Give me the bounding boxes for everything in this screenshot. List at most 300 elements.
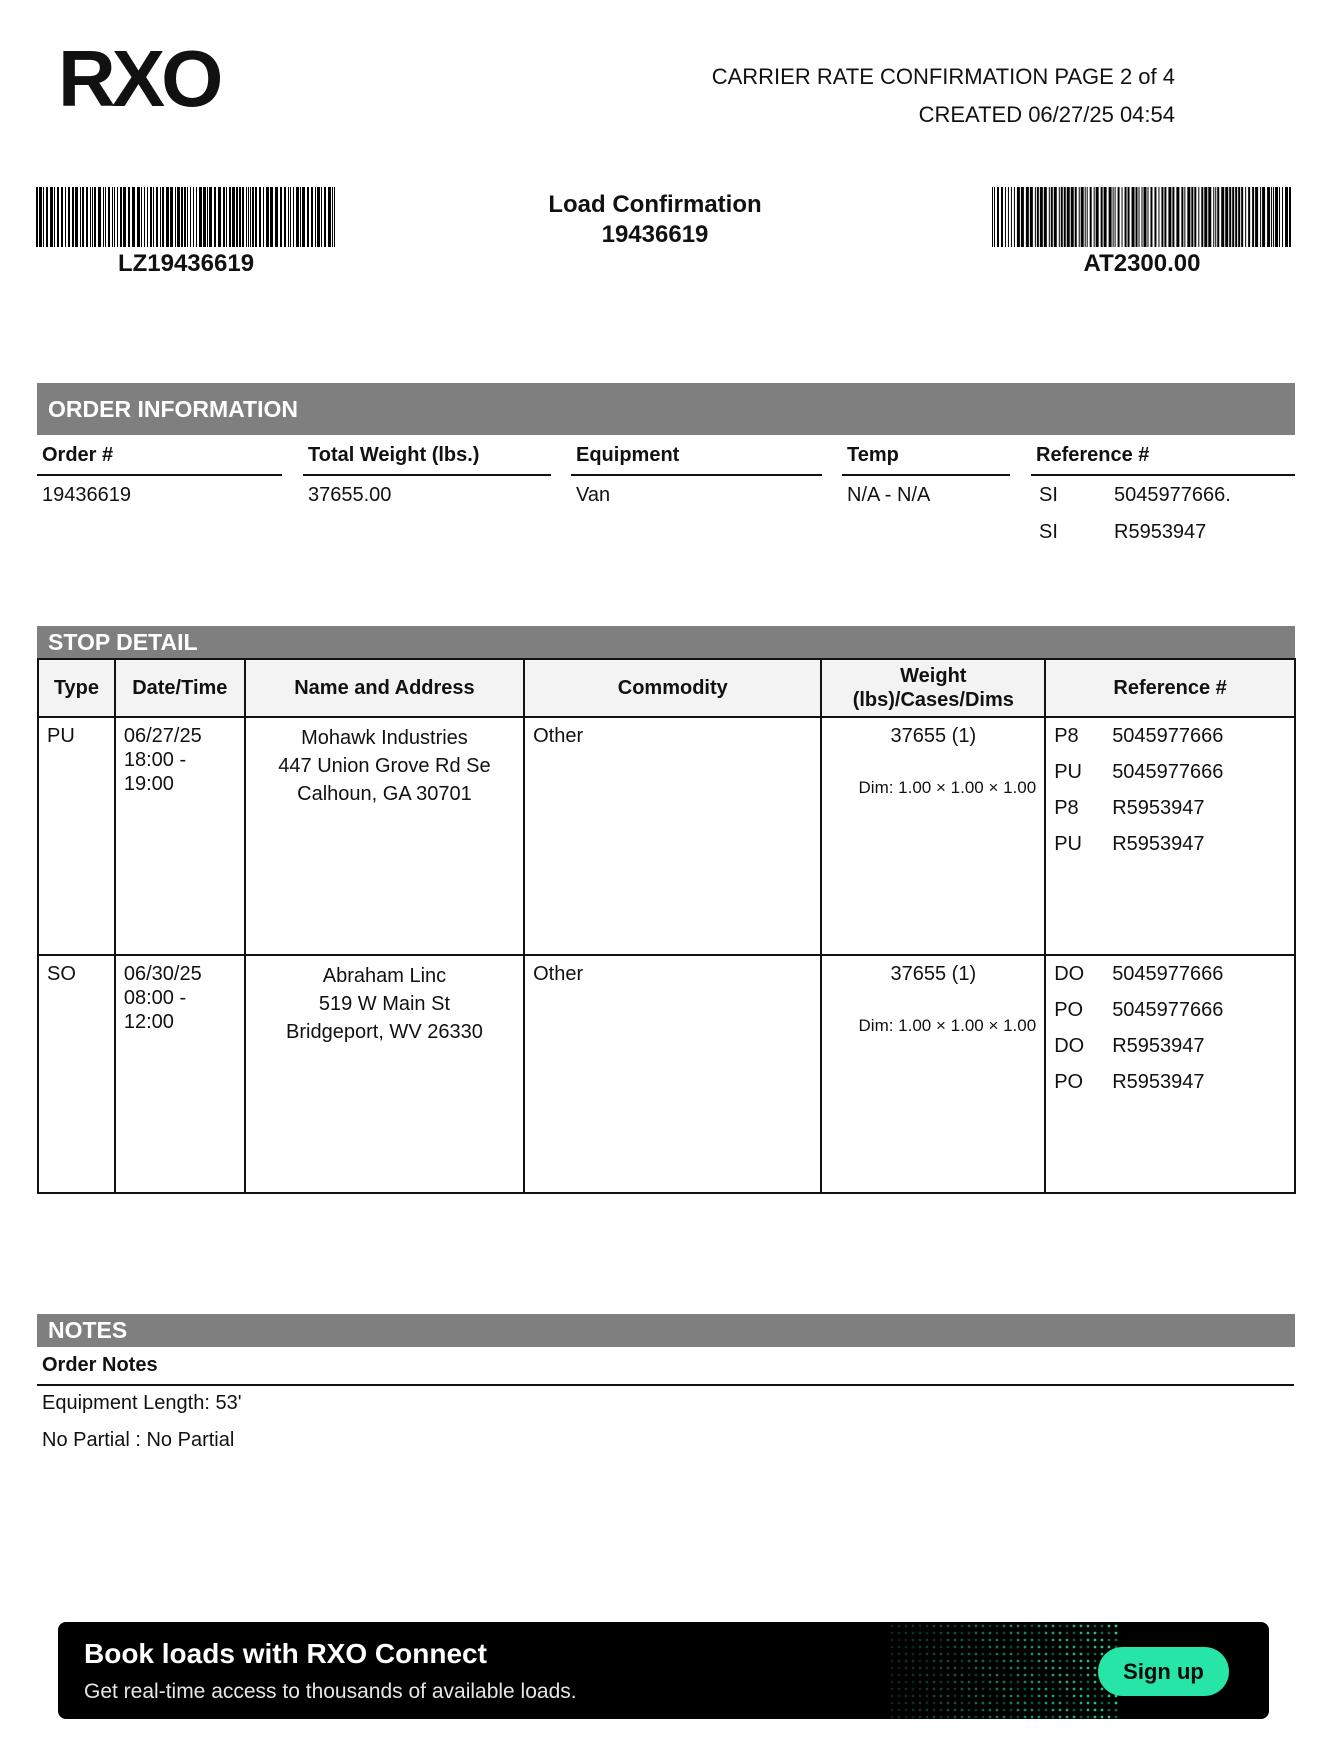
barcode-bar bbox=[1008, 187, 1009, 247]
banner-dot bbox=[947, 1695, 950, 1698]
banner-dot bbox=[912, 1716, 915, 1719]
banner-dot bbox=[1003, 1625, 1006, 1628]
banner-dot bbox=[905, 1702, 908, 1705]
banner-dot bbox=[1038, 1625, 1041, 1628]
banner-dot bbox=[905, 1716, 908, 1719]
banner-dot bbox=[1024, 1674, 1027, 1677]
banner-dot bbox=[933, 1716, 936, 1719]
stop-commodity: Other bbox=[524, 955, 821, 1193]
banner-dot bbox=[1045, 1716, 1048, 1719]
banner-dot bbox=[926, 1646, 929, 1649]
barcode-bar bbox=[226, 187, 227, 247]
banner-dot bbox=[933, 1688, 936, 1691]
banner-dot bbox=[982, 1625, 985, 1628]
barcode-bar bbox=[65, 187, 66, 247]
banner-dot bbox=[1010, 1681, 1013, 1684]
banner-dot bbox=[919, 1695, 922, 1698]
banner-dot bbox=[891, 1709, 894, 1712]
banner-dot bbox=[961, 1681, 964, 1684]
banner-dot bbox=[1017, 1681, 1020, 1684]
banner-dot bbox=[1108, 1716, 1111, 1719]
banner-dot bbox=[1031, 1674, 1034, 1677]
reference-row bbox=[1054, 718, 1286, 754]
banner-dot bbox=[1059, 1681, 1062, 1684]
barcode-bar bbox=[108, 187, 110, 247]
banner-dot bbox=[975, 1688, 978, 1691]
banner-dot bbox=[1052, 1667, 1055, 1670]
banner-dot bbox=[1010, 1632, 1013, 1635]
banner-dot bbox=[961, 1639, 964, 1642]
banner-dot bbox=[1031, 1681, 1034, 1684]
barcode-bar bbox=[1094, 187, 1095, 247]
ref-value: R5953947 bbox=[1112, 1035, 1205, 1057]
banner-dot bbox=[954, 1681, 957, 1684]
barcode-bar bbox=[1044, 187, 1047, 247]
banner-dot bbox=[1108, 1702, 1111, 1705]
banner-dot bbox=[1087, 1709, 1090, 1712]
banner-dot bbox=[1003, 1674, 1006, 1677]
barcode-bar bbox=[1113, 187, 1114, 247]
barcode-bar bbox=[1262, 187, 1265, 247]
barcode-bar bbox=[332, 187, 333, 247]
banner-dot bbox=[905, 1695, 908, 1698]
banner-dot bbox=[933, 1667, 936, 1670]
banner-dot bbox=[968, 1716, 971, 1719]
banner-dot bbox=[1094, 1660, 1097, 1663]
banner-dot bbox=[898, 1681, 901, 1684]
banner-dot bbox=[968, 1702, 971, 1705]
banner-dot bbox=[919, 1709, 922, 1712]
banner-dot bbox=[1080, 1688, 1083, 1691]
barcode-bar bbox=[1037, 187, 1039, 247]
banner-dot bbox=[1017, 1674, 1020, 1677]
stop-time-end: 12:00 bbox=[123, 1011, 174, 1033]
banner-dot bbox=[1094, 1674, 1097, 1677]
banner-dot bbox=[1087, 1681, 1090, 1684]
banner-dot bbox=[1038, 1632, 1041, 1635]
banner-dot bbox=[982, 1646, 985, 1649]
barcode-bar bbox=[1289, 187, 1291, 247]
banner-dot bbox=[989, 1716, 992, 1719]
barcode-bar bbox=[1026, 187, 1029, 247]
barcode-bar bbox=[196, 187, 197, 247]
barcode-bar bbox=[187, 187, 188, 247]
barcode-bar bbox=[86, 187, 88, 247]
banner-dot bbox=[1038, 1674, 1041, 1677]
barcode-bar bbox=[1172, 187, 1174, 247]
banner-dot bbox=[996, 1660, 999, 1663]
banner-dot bbox=[1031, 1716, 1034, 1719]
note-line: No Partial : No Partial bbox=[42, 1429, 235, 1451]
banner-dot bbox=[1073, 1702, 1076, 1705]
order-ref-qualifier: SI bbox=[1039, 521, 1058, 543]
barcode-left bbox=[36, 187, 336, 247]
barcode-bar bbox=[132, 187, 135, 247]
barcode-bar bbox=[1118, 187, 1120, 247]
banner-dot bbox=[989, 1625, 992, 1628]
banner-dot bbox=[1031, 1667, 1034, 1670]
banner-dot bbox=[1059, 1653, 1062, 1656]
banner-dot bbox=[968, 1667, 971, 1670]
banner-dot bbox=[982, 1716, 985, 1719]
banner-dot bbox=[989, 1653, 992, 1656]
banner-dot bbox=[905, 1667, 908, 1670]
banner-dot bbox=[1066, 1653, 1069, 1656]
barcode-right bbox=[992, 187, 1291, 247]
banner-dot bbox=[954, 1632, 957, 1635]
banner-dot bbox=[961, 1709, 964, 1712]
barcode-bar bbox=[1147, 187, 1148, 247]
banner-dot bbox=[1003, 1702, 1006, 1705]
barcode-bar bbox=[1238, 187, 1240, 247]
banner-dot bbox=[1101, 1709, 1104, 1712]
banner-dot bbox=[1066, 1632, 1069, 1635]
banner-dot bbox=[982, 1674, 985, 1677]
banner-dot bbox=[926, 1688, 929, 1691]
banner-dot bbox=[1073, 1653, 1076, 1656]
banner-dot bbox=[947, 1688, 950, 1691]
barcode-bar bbox=[193, 187, 194, 247]
table-row bbox=[38, 955, 1295, 1193]
banner-dot bbox=[996, 1702, 999, 1705]
banner-dot bbox=[982, 1653, 985, 1656]
banner-dot bbox=[1052, 1660, 1055, 1663]
barcode-bar bbox=[1011, 187, 1012, 247]
banner-dot bbox=[968, 1632, 971, 1635]
barcode-bar bbox=[1150, 187, 1152, 247]
banner-dot bbox=[1010, 1702, 1013, 1705]
barcode-bar bbox=[1017, 187, 1020, 247]
banner-dot bbox=[1024, 1709, 1027, 1712]
banner-dot bbox=[1101, 1702, 1104, 1705]
barcode-bar bbox=[1184, 187, 1185, 247]
banner-dot bbox=[1115, 1716, 1118, 1719]
banner-dot bbox=[954, 1639, 957, 1642]
barcode-bar bbox=[209, 187, 212, 247]
barcode-bar bbox=[1248, 187, 1250, 247]
stop-date: 06/27/25 bbox=[123, 725, 202, 747]
banner-dot bbox=[968, 1646, 971, 1649]
col-weight-line2: (lbs)/Cases/Dims bbox=[852, 689, 1014, 711]
banner-dot bbox=[912, 1639, 915, 1642]
stop-references bbox=[1045, 955, 1295, 1193]
barcode-bar bbox=[218, 187, 221, 247]
banner-dot bbox=[919, 1667, 922, 1670]
banner-dot bbox=[1052, 1653, 1055, 1656]
barcode-bar bbox=[1191, 187, 1193, 247]
barcode-bar bbox=[1142, 187, 1143, 247]
banner-dot bbox=[1059, 1688, 1062, 1691]
banner-dot bbox=[975, 1646, 978, 1649]
barcode-bar bbox=[242, 187, 244, 247]
banner-dot bbox=[975, 1632, 978, 1635]
banner-dot bbox=[1087, 1660, 1090, 1663]
stop-weight-value: 37655 (1) bbox=[890, 725, 977, 747]
barcode-bar bbox=[1132, 187, 1135, 247]
banner-dot bbox=[1087, 1702, 1090, 1705]
barcode-bar bbox=[236, 187, 238, 247]
ref-qualifier: PO bbox=[1054, 1071, 1084, 1093]
banner-dot bbox=[1045, 1625, 1048, 1628]
col-name-address: Name and Address bbox=[245, 659, 524, 717]
banner-dot bbox=[1052, 1688, 1055, 1691]
barcode-bar bbox=[317, 187, 320, 247]
banner-dot bbox=[996, 1695, 999, 1698]
barcode-bar bbox=[266, 187, 269, 247]
banner-dot bbox=[1003, 1639, 1006, 1642]
barcode-bar bbox=[1067, 187, 1070, 247]
banner-dot bbox=[1115, 1632, 1118, 1635]
barcode-bar bbox=[1181, 187, 1183, 247]
ref-qualifier: PU bbox=[1054, 833, 1082, 855]
barcode-bar bbox=[263, 187, 264, 247]
banner-dot bbox=[912, 1646, 915, 1649]
stop-address-line2: Calhoun, GA 30701 bbox=[297, 783, 472, 805]
banner-dot bbox=[1080, 1674, 1083, 1677]
banner-dot bbox=[1066, 1702, 1069, 1705]
banner-dot bbox=[1094, 1653, 1097, 1656]
barcode-bar bbox=[290, 187, 291, 247]
banner-dot bbox=[954, 1653, 957, 1656]
barcode-bar bbox=[1136, 187, 1138, 247]
banner-dot bbox=[1003, 1667, 1006, 1670]
banner-dot bbox=[898, 1688, 901, 1691]
barcode-bar bbox=[1059, 187, 1060, 247]
barcode-bar bbox=[92, 187, 93, 247]
stop-weight bbox=[821, 717, 1045, 955]
banner-dot bbox=[947, 1660, 950, 1663]
banner-dot bbox=[968, 1625, 971, 1628]
rxo-connect-banner[interactable] bbox=[58, 1622, 1269, 1719]
banner-dot bbox=[1045, 1653, 1048, 1656]
banner-dot bbox=[891, 1681, 894, 1684]
barcode-bar bbox=[105, 187, 106, 247]
banner-dot bbox=[940, 1639, 943, 1642]
banner-dot bbox=[968, 1674, 971, 1677]
banner-dot bbox=[1087, 1646, 1090, 1649]
barcode-bar bbox=[1232, 187, 1234, 247]
banner-dot bbox=[926, 1702, 929, 1705]
banner-dot bbox=[905, 1632, 908, 1635]
reference-row bbox=[1054, 992, 1286, 1028]
sign-up-button[interactable]: Sign up bbox=[1098, 1647, 1229, 1696]
barcode-bar bbox=[328, 187, 331, 247]
banner-dot bbox=[1045, 1695, 1048, 1698]
banner-dot bbox=[1010, 1674, 1013, 1677]
ref-value: R5953947 bbox=[1112, 797, 1205, 819]
banner-dot bbox=[961, 1653, 964, 1656]
banner-dot bbox=[1017, 1653, 1020, 1656]
order-ref-value: 5045977666. bbox=[1114, 484, 1231, 506]
barcode-bar bbox=[54, 187, 55, 247]
stop-type: SO bbox=[38, 955, 115, 1193]
barcode-bar bbox=[1255, 187, 1258, 247]
banner-dot bbox=[1038, 1702, 1041, 1705]
banner-dot bbox=[1010, 1625, 1013, 1628]
banner-dot bbox=[1038, 1653, 1041, 1656]
banner-dot bbox=[926, 1674, 929, 1677]
banner-dot bbox=[1059, 1625, 1062, 1628]
barcode-bar bbox=[997, 187, 999, 247]
barcode-bar bbox=[288, 187, 289, 247]
banner-dot bbox=[1059, 1709, 1062, 1712]
banner-dot bbox=[1038, 1688, 1041, 1691]
banner-dot bbox=[947, 1702, 950, 1705]
ref-value: 5045977666 bbox=[1112, 963, 1224, 985]
banner-dot bbox=[905, 1653, 908, 1656]
stop-address-line1: 519 W Main St bbox=[318, 993, 451, 1015]
barcode-bar bbox=[181, 187, 183, 247]
banner-dot bbox=[926, 1653, 929, 1656]
banner-dot bbox=[919, 1639, 922, 1642]
banner-dot bbox=[919, 1681, 922, 1684]
banner-dot bbox=[975, 1702, 978, 1705]
col-reference: Reference # bbox=[1045, 659, 1295, 717]
banner-dot bbox=[947, 1632, 950, 1635]
banner-dot bbox=[912, 1653, 915, 1656]
load-confirmation-heading bbox=[480, 190, 830, 250]
notes-header: NOTES bbox=[37, 1314, 1295, 1347]
barcode-bar bbox=[1001, 187, 1003, 247]
barcode-bar bbox=[1201, 187, 1203, 247]
stop-name-address bbox=[245, 955, 524, 1193]
banner-dot bbox=[1045, 1709, 1048, 1712]
banner-dot bbox=[1024, 1695, 1027, 1698]
banner-dot bbox=[1052, 1695, 1055, 1698]
banner-dot bbox=[1052, 1625, 1055, 1628]
banner-dot bbox=[1031, 1632, 1034, 1635]
banner-dot bbox=[989, 1709, 992, 1712]
banner-dot bbox=[982, 1667, 985, 1670]
barcode-bar bbox=[300, 187, 301, 247]
banner-dot bbox=[982, 1639, 985, 1642]
stop-detail-table bbox=[37, 658, 1296, 1194]
banner-dot bbox=[1094, 1709, 1097, 1712]
banner-dot bbox=[898, 1709, 901, 1712]
banner-dot bbox=[947, 1709, 950, 1712]
banner-dot bbox=[947, 1653, 950, 1656]
banner-dot bbox=[919, 1660, 922, 1663]
barcode-bar bbox=[156, 187, 158, 247]
banner-dot bbox=[1024, 1625, 1027, 1628]
barcode-bar bbox=[246, 187, 247, 247]
barcode-bar bbox=[1176, 187, 1179, 247]
banner-dot bbox=[1094, 1716, 1097, 1719]
banner-dot bbox=[891, 1695, 894, 1698]
barcode-bar bbox=[1075, 187, 1077, 247]
barcode-bar bbox=[311, 187, 313, 247]
banner-dot bbox=[954, 1625, 957, 1628]
banner-dot bbox=[1017, 1625, 1020, 1628]
banner-dot bbox=[989, 1667, 992, 1670]
order-number-header: Order # bbox=[37, 444, 282, 476]
banner-dot bbox=[919, 1646, 922, 1649]
banner-dot bbox=[933, 1646, 936, 1649]
barcode-bar bbox=[229, 187, 231, 247]
banner-dot bbox=[954, 1709, 957, 1712]
barcode-bar bbox=[992, 187, 993, 247]
banner-dot bbox=[1108, 1695, 1111, 1698]
banner-dot bbox=[1087, 1716, 1090, 1719]
banner-dot bbox=[961, 1660, 964, 1663]
banner-dot bbox=[1073, 1632, 1076, 1635]
banner-dot bbox=[1094, 1667, 1097, 1670]
barcode-bar bbox=[1204, 187, 1207, 247]
banner-dot bbox=[1017, 1702, 1020, 1705]
barcode-bar bbox=[199, 187, 202, 247]
banner-dot bbox=[1080, 1653, 1083, 1656]
reference-row bbox=[1054, 790, 1286, 826]
banner-dot bbox=[1010, 1667, 1013, 1670]
banner-dot bbox=[1094, 1688, 1097, 1691]
banner-dot bbox=[940, 1674, 943, 1677]
banner-dot bbox=[1031, 1653, 1034, 1656]
equipment-value: Van bbox=[576, 484, 611, 506]
stop-time-start: 18:00 - bbox=[123, 749, 187, 771]
banner-dot bbox=[1094, 1695, 1097, 1698]
col-datetime: Date/Time bbox=[115, 659, 245, 717]
col-type: Type bbox=[38, 659, 115, 717]
banner-dot bbox=[1115, 1625, 1118, 1628]
dot-pattern-icon bbox=[888, 1622, 1118, 1719]
banner-dot bbox=[1010, 1646, 1013, 1649]
banner-dot bbox=[1101, 1716, 1104, 1719]
banner-dot bbox=[1059, 1716, 1062, 1719]
banner-dot bbox=[947, 1674, 950, 1677]
reference-header: Reference # bbox=[1031, 444, 1295, 476]
banner-dot bbox=[926, 1667, 929, 1670]
banner-dot bbox=[898, 1716, 901, 1719]
banner-dot bbox=[1045, 1674, 1048, 1677]
load-confirmation-title: Load Confirmation bbox=[548, 191, 762, 218]
banner-dot bbox=[961, 1646, 964, 1649]
banner-dot bbox=[940, 1702, 943, 1705]
banner-dot bbox=[1059, 1702, 1062, 1705]
barcode-bar bbox=[137, 187, 140, 247]
banner-dot bbox=[1066, 1674, 1069, 1677]
banner-dot bbox=[926, 1625, 929, 1628]
barcode-bar bbox=[293, 187, 294, 247]
banner-dot bbox=[1038, 1639, 1041, 1642]
banner-dot bbox=[996, 1653, 999, 1656]
banner-dot bbox=[1052, 1702, 1055, 1705]
banner-dot bbox=[926, 1695, 929, 1698]
banner-dot bbox=[989, 1688, 992, 1691]
barcode-bar bbox=[324, 187, 326, 247]
banner-dot bbox=[982, 1632, 985, 1635]
banner-dot bbox=[1045, 1688, 1048, 1691]
banner-dot bbox=[1108, 1639, 1111, 1642]
banner-dot bbox=[898, 1639, 901, 1642]
banner-dot bbox=[1059, 1646, 1062, 1649]
banner-dot bbox=[905, 1639, 908, 1642]
banner-dot bbox=[954, 1646, 957, 1649]
banner-dot bbox=[1080, 1709, 1083, 1712]
banner-dot bbox=[1031, 1702, 1034, 1705]
banner-dot bbox=[919, 1632, 922, 1635]
banner-dot bbox=[1031, 1625, 1034, 1628]
barcode-bar bbox=[94, 187, 96, 247]
ref-qualifier: PO bbox=[1054, 999, 1084, 1021]
barcode-bar bbox=[1154, 187, 1156, 247]
reference-row bbox=[1054, 826, 1286, 862]
banner-dot bbox=[1066, 1667, 1069, 1670]
banner-dot bbox=[933, 1695, 936, 1698]
banner-dot bbox=[905, 1709, 908, 1712]
banner-dot bbox=[1031, 1688, 1034, 1691]
barcode-bar bbox=[1273, 187, 1274, 247]
banner-dot bbox=[1045, 1632, 1048, 1635]
